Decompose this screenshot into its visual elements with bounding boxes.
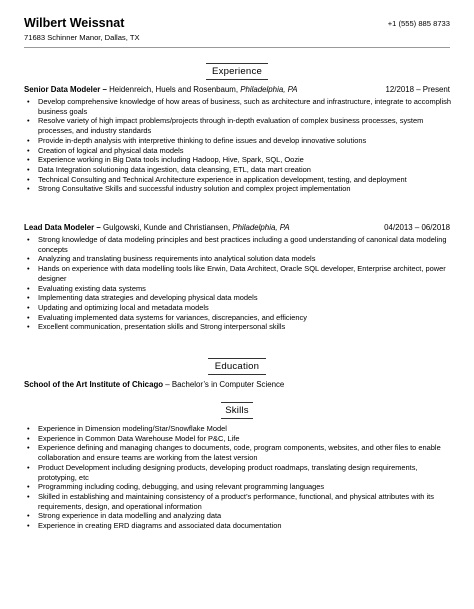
experience-heading-underline <box>206 79 268 80</box>
list-item: • Develop comprehensive knowledge of how areas of business, such as architecture and infrastructure, integrate to accomplish business goals <box>24 97 452 116</box>
experience-heading: Experience <box>212 66 262 77</box>
list-item: • Experience defining and managing changes to documents, code, program components, websites, and other files to enable collaboration and ensure teams are working from the latest version <box>24 443 452 462</box>
job-entry-header <box>24 85 450 94</box>
candidate-name: Wilbert Weissnat <box>24 16 125 30</box>
education-heading-overline <box>208 358 266 359</box>
list-item: • Experience working in Big Data tools including Hadoop, Hive, Spark, SQL, Oozie <box>24 155 452 165</box>
list-item: • Evaluating implemented data systems for variances, discrepancies, and efficiency <box>24 313 452 323</box>
company-name: Gulgowski, Kunde and Christiansen, <box>100 223 233 232</box>
company-name: Heidenreich, Huels and Rosenbaum, <box>106 85 241 94</box>
skills-list <box>24 424 452 531</box>
list-item: • Implementing data strategies and developing physical data models <box>24 293 452 303</box>
list-item: • Programming including coding, debugging, and using relevant programming languages <box>24 482 452 492</box>
phone-number: +1 (555) 885 8733 <box>387 19 450 28</box>
job-dates: 12/2018 – Present <box>385 85 450 94</box>
list-item: • Data Integration solutioning data ingestion, data cleansing, ETL, data mart creation <box>24 165 452 175</box>
job-dates: 04/2013 – 06/2018 <box>384 223 450 232</box>
job-location: Philadelphia, PA <box>240 85 298 94</box>
list-item: • Experience in creating ERD diagrams and associated data documentation <box>24 521 452 531</box>
list-item: • Strong knowledge of data modeling principles and best practices including a good understanding of canonical data modeling concepts <box>24 235 452 254</box>
job-entry-header <box>24 223 450 232</box>
job-title: Senior Data Modeler – <box>24 85 107 94</box>
job-bullet-list <box>24 97 452 194</box>
list-item: • Analyzing and translating business requirements into analytical solution data models <box>24 254 452 264</box>
job-location: Philadelphia, PA <box>232 223 290 232</box>
experience-heading-overline <box>206 63 268 64</box>
education-heading-underline <box>208 374 266 375</box>
skills-heading-underline <box>221 418 253 419</box>
skills-heading-overline <box>221 402 253 403</box>
skills-heading: Skills <box>225 405 249 416</box>
list-item: • Skilled in establishing and maintaining consistency of a product’s performance, functional, and physical attributes with its requirements, design, and operational information <box>24 492 452 511</box>
list-item: • Provide in-depth analysis with interpretive thinking to define issues and develop innovative solutions <box>24 136 452 146</box>
list-item: • Excellent communication, presentation skills and Strong interpersonal skills <box>24 322 452 332</box>
list-item: • Experience in Dimension modeling/Star/Snowflake Model <box>24 424 452 434</box>
list-item: • Creation of logical and physical data models <box>24 146 452 156</box>
list-item: • Strong experience in data modelling and analyzing data <box>24 511 452 521</box>
job-bullet-list <box>24 235 452 332</box>
list-item: • Updating and optimizing local and metadata models <box>24 303 452 313</box>
list-item: • Technical Consulting and Technical Architecture experience in application development, testing, and deployment <box>24 175 452 185</box>
list-item: • Resolve variety of high impact problems/projects through in-depth evaluation of complex business processes, system processes, and industry standards <box>24 116 452 135</box>
list-item: • Experience in Common Data Warehouse Model for P&C, Life <box>24 434 452 444</box>
degree: – Bachelor’s in Computer Science <box>163 380 285 389</box>
list-item: • Product Development including designing products, developing product roadmaps, translating design requirements, prototyping, etc <box>24 463 452 482</box>
job-title: Lead Data Modeler – <box>24 223 101 232</box>
education-entry <box>24 380 284 389</box>
list-item: • Evaluating existing data systems <box>24 284 452 294</box>
education-heading: Education <box>214 361 260 372</box>
school-name: School of the Art Institute of Chicago <box>24 380 164 389</box>
list-item: • Hands on experience with data modelling tools like Erwin, Data Architect, Oracle SQL developer, Enterprise architect, power designer <box>24 264 452 283</box>
list-item: • Strong Consultative Skills and successful industry solution and complex project implementation <box>24 184 452 194</box>
address: 71683 Schinner Manor, Dallas, TX <box>24 33 140 42</box>
header-divider <box>24 47 450 48</box>
